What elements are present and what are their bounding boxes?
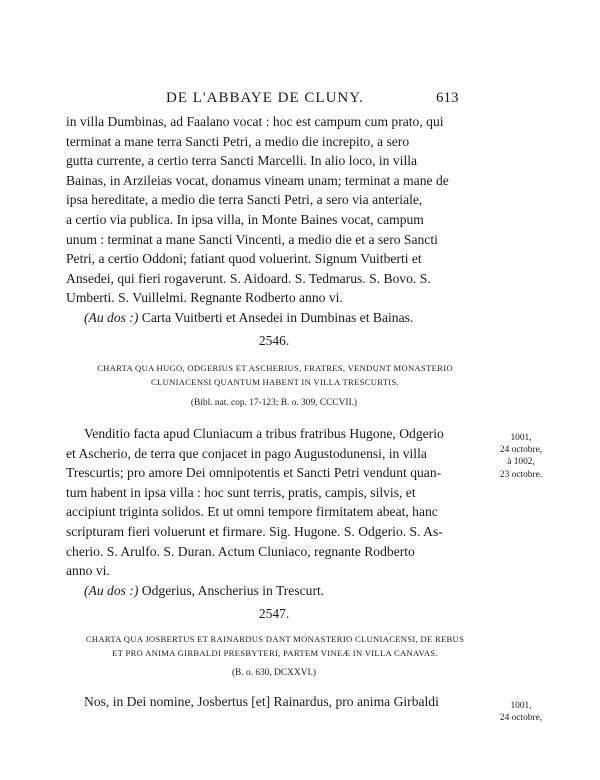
text-line: Bainas, in Arzileias vocat, donamus vineam unam; terminat a mane de xyxy=(66,172,449,188)
text-line: et Ascherio, de terra que conjacet in pago Augustodunensi, in villa xyxy=(66,445,427,461)
summary-line: CLUNIACENSI QUANTUM HABENT IN VILLA TRESCURTIS. xyxy=(150,377,399,387)
text-line: unum : terminat a mane Sancti Vincenti, a medio die et a sero Sancti xyxy=(66,231,438,247)
text-line: terminat a mane terra Sancti Petri, a medio die increpito, a sero xyxy=(66,133,410,149)
page-number: 613 xyxy=(436,90,459,106)
charter-source: (Bibl. nat. cop. 17-123; B. o. 309, CCCVII.) xyxy=(190,398,358,408)
running-title: DE L'ABBAYE DE CLUNY. xyxy=(166,90,364,106)
charter-2545-text xyxy=(66,112,482,328)
charter-number: 2547. xyxy=(258,606,290,621)
text-line: Umberti. S. Vuillelmi. Regnante Rodberto anno vi. xyxy=(66,290,343,306)
text-line: anno vi. xyxy=(66,563,110,579)
charter-number: 2546. xyxy=(258,333,290,348)
summary-line: ET PRO ANIMA GIRBALDI PRESBYTERI, PARTEM VINEÆ IN VILLA CANAVAS. xyxy=(112,648,438,658)
charter-summary xyxy=(80,361,470,389)
summary-line: CHARTA QUA HUGO, ODGERIUS ET ASCHERIUS, FRATRES, VENDUNT MONASTERIO xyxy=(97,363,453,373)
charter-source: (B. o. 630, DCXXVI.) xyxy=(231,668,317,678)
endorsement-label: (Au dos :) xyxy=(84,309,139,325)
margin-date-line: 24 octobre, xyxy=(499,713,543,724)
text-line: Trescurtis; pro amore Dei omnipotentis et Sancti Petri vendunt quan- xyxy=(66,465,442,481)
text-line: scripturam fieri voluerunt et firmare. Sig. Hugone. S. Odgerio. S. As- xyxy=(66,523,443,539)
text-line: Venditio facta apud Cluniacum a tribus fratribus Hugone, Odgerio xyxy=(84,426,444,441)
endorsement xyxy=(66,581,482,601)
margin-date-line: 24 octobre, xyxy=(499,445,543,456)
margin-date xyxy=(492,432,550,481)
text-line: in villa Dumbinas, ad Faalano vocat : hoc est campum cum prato, qui xyxy=(66,114,444,129)
margin-date xyxy=(492,700,550,724)
text-line: cherio. S. Arulfo. S. Duran. Actum Cluniaco, regnante Rodberto xyxy=(66,543,415,559)
text-line: a certio via publica. In ipsa villa, in Monte Baines vocat, campum xyxy=(66,211,424,227)
text-line: accipiunt triginta solidos. Et ut omni tempore firmitatem abeat, hanc xyxy=(66,504,438,520)
margin-date-line: à 1002, xyxy=(507,457,535,468)
text-line: gutta currente, a certio terra Sancti Marcelli. In alio loco, in villa xyxy=(66,153,418,169)
text-line: Nos, in Dei nomine, Josbertus [et] Rainardus, pro anima Girbaldi xyxy=(84,694,439,709)
charter-summary xyxy=(80,632,470,660)
text-line: tum habent in ipsa villa : hoc sunt terris, pratis, campis, silvis, et xyxy=(66,484,416,500)
margin-date-line: 23 octobre. xyxy=(499,469,543,480)
endorsement-label: (Au dos :) xyxy=(84,582,139,598)
endorsement xyxy=(66,308,482,328)
charter-2546-text xyxy=(66,424,482,600)
summary-line: CHARTA QUA JOSBERTUS ET RAINARDUS DANT MONASTERIO CLUNIACENSI, DE REBUS xyxy=(85,634,465,644)
endorsement-text: Odgerius, Anscherius in Trescurt. xyxy=(141,582,325,598)
margin-date-line: 1001, xyxy=(510,701,532,711)
text-line: ipsa hereditate, a medio die terra Sancti Petri, a sero via anteriale, xyxy=(66,192,423,208)
text-line: Petri, a certio Oddoni; fatiant quod voluerint. Signum Vuitberti et xyxy=(66,251,422,267)
text-line: Ansedei, qui fieri rogaverunt. S. Aidoard. S. Tedmarus. S. Bovo. S. xyxy=(66,270,431,286)
charter-2547-text xyxy=(66,692,482,712)
margin-date-line: 1001, xyxy=(510,433,532,443)
endorsement-text: Carta Vuitberti et Ansedei in Dumbinas et Bainas. xyxy=(141,309,414,325)
